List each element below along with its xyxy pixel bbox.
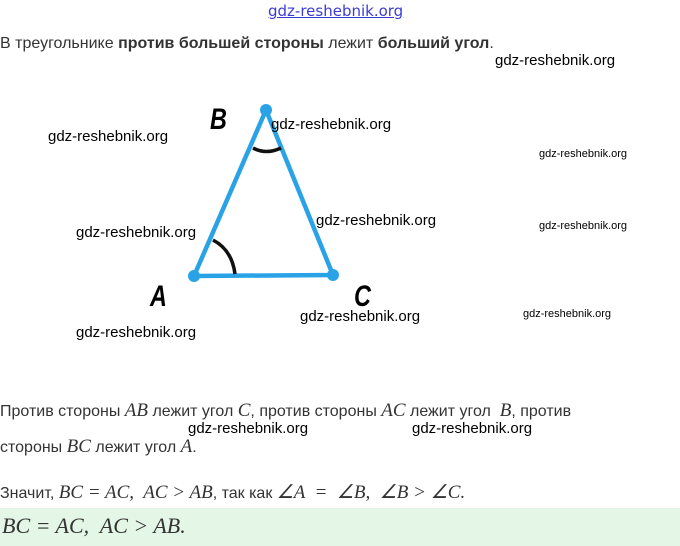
watermark: gdz-reshebnik.org <box>523 308 612 320</box>
explanation-text: . <box>192 439 197 456</box>
conclusion-text: , так как <box>212 485 277 502</box>
watermark: gdz-reshebnik.org <box>271 116 392 133</box>
explanation-text: лежит угол <box>90 439 181 456</box>
math-side-bc: BC <box>66 436 91 457</box>
watermark: gdz-reshebnik.org <box>539 148 628 160</box>
intro-text-3: . <box>489 35 494 52</box>
explanation-text: лежит угол <box>405 403 496 420</box>
explanation-text: лежит угол <box>148 403 238 420</box>
math-angle-b: B <box>499 400 512 421</box>
explanation-line-2 <box>0 436 197 458</box>
explanation-text: , против стороны <box>250 403 382 420</box>
watermark: gdz-reshebnik.org <box>495 52 616 69</box>
watermark: gdz-reshebnik.org <box>539 220 628 232</box>
result-box <box>0 508 680 546</box>
intro-text-1: В треугольнике <box>0 35 119 52</box>
watermark: gdz-reshebnik.org <box>300 308 421 325</box>
result-formula: BC = AC, AC > AB. <box>2 513 186 538</box>
conclusion-formula: BC = AC, AC > AB <box>58 482 213 503</box>
vertex-b-point <box>260 104 272 116</box>
vertex-c-point <box>327 269 339 281</box>
explanation-text: , против <box>511 403 572 420</box>
vertex-a-point <box>188 270 200 282</box>
math-angle-c: C <box>237 400 251 421</box>
watermark: gdz-reshebnik.org <box>76 224 197 241</box>
conclusion-reason: ∠A = ∠B, ∠B > ∠C. <box>276 482 466 503</box>
vertex-label-a: A <box>150 280 167 313</box>
watermark: gdz-reshebnik.org <box>188 420 309 437</box>
vertex-label-b: B <box>210 103 227 136</box>
math-side-ac: AC <box>381 400 406 421</box>
watermark: gdz-reshebnik.org <box>76 324 197 341</box>
site-link[interactable]: gdz-reshebnik.org <box>268 2 404 20</box>
math-side-ab: AB <box>124 400 148 421</box>
angle-b-arc <box>253 148 281 152</box>
explanation-text: Против стороны <box>0 403 125 420</box>
explanation-text: стороны <box>0 439 67 456</box>
vertex-label-c: C <box>354 280 371 313</box>
intro-bold-2: больший угол <box>377 35 490 52</box>
conclusion-line <box>0 481 465 504</box>
math-angle-a: A <box>180 436 193 457</box>
angle-a-arc <box>213 240 235 274</box>
intro-text-2: лежит <box>323 35 378 52</box>
conclusion-text: Значит, <box>0 485 59 502</box>
intro-bold-1: против большей стороны <box>118 35 324 52</box>
watermark: gdz-reshebnik.org <box>412 420 533 437</box>
watermark: gdz-reshebnik.org <box>48 128 169 145</box>
explanation-line-1 <box>0 400 571 422</box>
watermark: gdz-reshebnik.org <box>316 212 437 229</box>
